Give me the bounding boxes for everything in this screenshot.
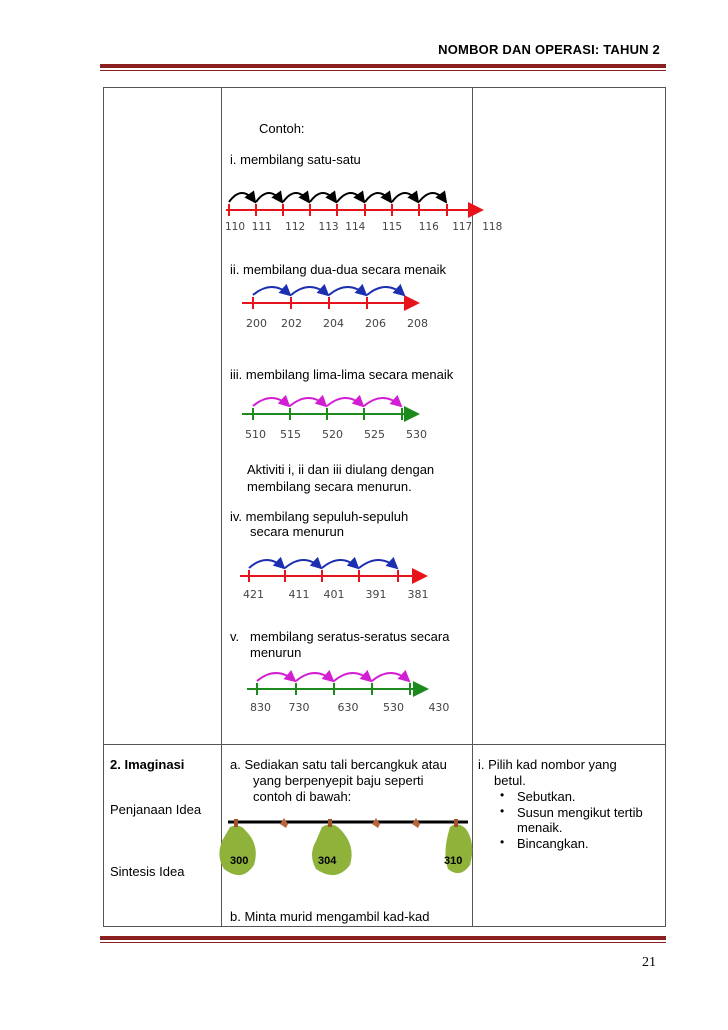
item-v-number: v. [230, 629, 240, 644]
item-v-text-1: membilang seratus-seratus secara [250, 629, 450, 644]
number-line-i [222, 182, 492, 222]
pear-label: 300 [230, 855, 249, 867]
number-line-iii [240, 394, 430, 424]
pear-label: 304 [318, 855, 337, 867]
nl-ii-label: 200 [246, 317, 267, 330]
nl-iv-label: 381 [407, 588, 429, 601]
nl-iv-label: 391 [365, 588, 387, 601]
nl-iii-label: 510 [245, 428, 266, 441]
nl-iii-label: 520 [321, 428, 343, 441]
bullet-icon: • [500, 788, 505, 802]
nl-v-label: 830 [250, 701, 271, 714]
step-sub-1: Penjanaan Idea [110, 802, 202, 817]
number-line-iv-labels [243, 588, 428, 601]
nl-i-label: 115 [382, 221, 403, 233]
nl-ii-label: 206 [364, 317, 386, 330]
table-row-divider [103, 744, 666, 745]
nl-iv-label: 411 [288, 588, 310, 601]
item-iv-text-1: iv. membilang sepuluh-sepuluh [230, 509, 409, 524]
number-line-i-labels [225, 221, 502, 233]
nl-iii-label: 530 [405, 428, 427, 441]
activity-a-line-2: yang berpenyepit baju seperti [253, 773, 424, 788]
number-line-ii-labels [246, 317, 428, 330]
nl-i-label: 112 [285, 221, 306, 233]
item-i-text: i. membilang satu-satu [230, 152, 361, 167]
nl-ii-label: 202 [281, 317, 302, 330]
activity-text-1: Aktiviti i, ii dan iii diulang dengan [247, 462, 435, 477]
bullet-icon: • [500, 835, 505, 849]
nl-v-label: 730 [288, 701, 310, 714]
nl-iii-label: 525 [363, 428, 385, 441]
number-line-v-labels [250, 701, 449, 714]
nl-i-label: 118 [482, 221, 503, 233]
header-rule-thin [100, 70, 666, 71]
nl-i-label: 110 [225, 221, 246, 233]
activity-b-line: b. Minta murid mengambil kad-kad [230, 909, 430, 924]
number-line-iv [238, 557, 438, 587]
pear-clothesline-illustration [222, 813, 472, 885]
item-iv-text-2: secara menurun [250, 524, 344, 539]
task-bullet-2-cont: menaik. [517, 820, 563, 835]
page-number: 21 [642, 955, 656, 970]
activity-a-line-1: a. Sediakan satu tali bercangkuk atau [230, 757, 447, 772]
nl-iii-label: 515 [280, 428, 301, 441]
task-bullet-1: Sebutkan. [517, 789, 576, 804]
bullet-icon: • [500, 804, 505, 818]
pear-card-2 [312, 824, 352, 875]
activity-a-line-3: contoh di bawah: [253, 789, 352, 804]
task-bullet-3: Bincangkan. [517, 836, 589, 851]
number-line-ii [240, 283, 430, 313]
nl-v-label: 630 [337, 701, 359, 714]
task-bullet-2: Susun mengikut tertib [517, 805, 643, 820]
nl-v-label: 430 [428, 701, 450, 714]
page-header-title: NOMBOR DAN OPERASI: TAHUN 2 [438, 42, 660, 57]
nl-v-label: 530 [382, 701, 404, 714]
item-ii-text: ii. membilang dua-dua secara menaik [230, 262, 447, 277]
nl-i-label: 116 [418, 221, 439, 233]
task-i-line-1: i. Pilih kad nombor yang [478, 757, 617, 772]
step-sub-2: Sintesis Idea [110, 864, 185, 879]
item-v-text-2: menurun [250, 645, 302, 660]
activity-text-2: membilang secara menurun. [247, 479, 412, 494]
example-heading: Contoh: [259, 121, 305, 136]
nl-iv-label: 401 [323, 588, 345, 601]
nl-i-label: 114 [345, 221, 366, 233]
nl-i-label: 113 [318, 221, 339, 233]
footer-rule-thin [100, 942, 666, 943]
nl-ii-label: 208 [406, 317, 428, 330]
nl-ii-label: 204 [322, 317, 344, 330]
number-line-v [245, 670, 445, 700]
task-i-line-2: betul. [494, 773, 526, 788]
number-line-iii-labels [245, 428, 427, 441]
pear-label: 310 [444, 855, 463, 867]
nl-iv-label: 421 [243, 588, 264, 601]
nl-i-label: 117 [452, 221, 473, 233]
step-heading: 2. Imaginasi [110, 757, 185, 772]
pear-card-1 [219, 826, 255, 875]
header-rule [100, 64, 666, 68]
nl-i-label: 111 [251, 221, 272, 233]
item-iii-text: iii. membilang lima-lima secara menaik [230, 367, 454, 382]
footer-rule [100, 936, 666, 940]
